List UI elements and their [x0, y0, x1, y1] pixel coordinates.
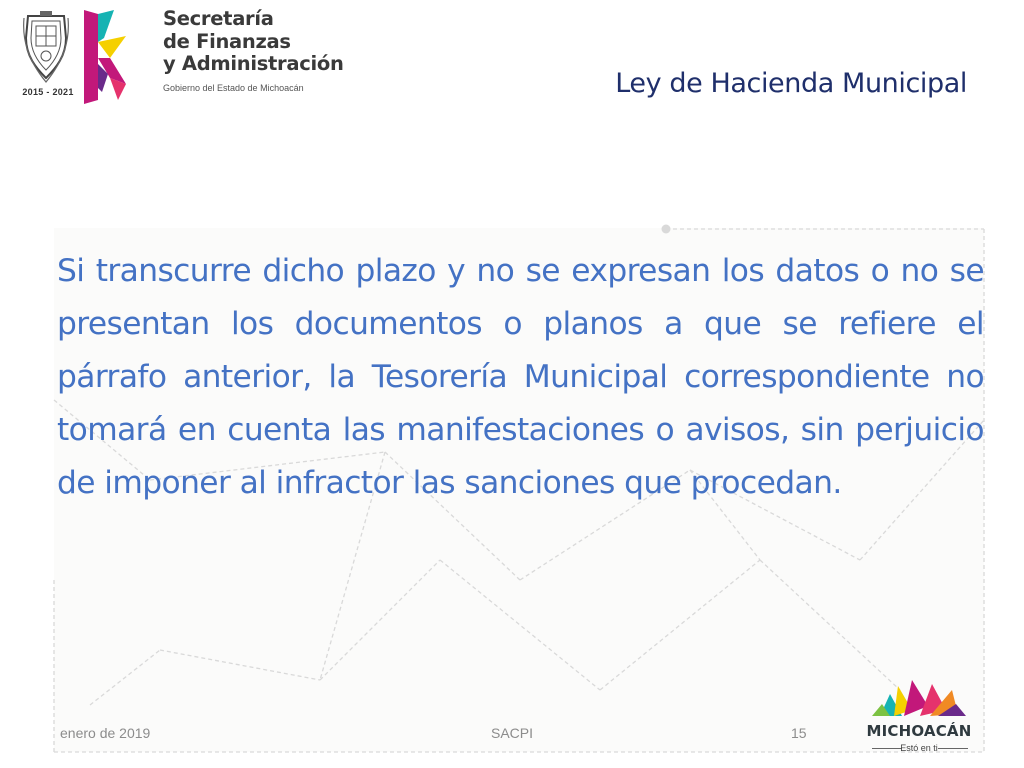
brand-line-3: y Administración [163, 52, 344, 75]
slide-title: Ley de Hacienda Municipal [615, 68, 967, 99]
footer-page-number: 15 [791, 725, 807, 741]
footer-organization: SACPI [491, 725, 534, 741]
logo-rule-right [938, 748, 968, 749]
slide-body-text: Si transcurre dicho plazo y no se expresan los datos o no se presentan los documentos o planos a que se refiere el párrafo anterior, la Tesorería Municipal correspondiente no tomará en cuenta las manifestaciones o avisos, sin perjuicio de imponer al infractor las sanciones que procedan. [57, 253, 984, 501]
brand-subtitle: Gobierno del Estado de Michoacán [163, 82, 304, 93]
slide-header [0, 0, 1024, 120]
brand-line-2: de Finanzas [163, 29, 291, 53]
michoacan-logo-tagline: Estó en ti [900, 743, 938, 753]
michoacan-logo-name: MICHOACÁN [866, 722, 972, 740]
michoacan-flower-icon [868, 676, 968, 720]
brand-block [163, 8, 344, 93]
state-seal-icon [22, 10, 70, 84]
seal-years: 2015 - 2021 [22, 87, 74, 97]
michoacan-logo [858, 676, 980, 766]
footer-date: enero de 2019 [60, 725, 151, 741]
k-brand-logo-icon [80, 8, 130, 104]
brand-line-1: Secretaría [163, 7, 274, 30]
